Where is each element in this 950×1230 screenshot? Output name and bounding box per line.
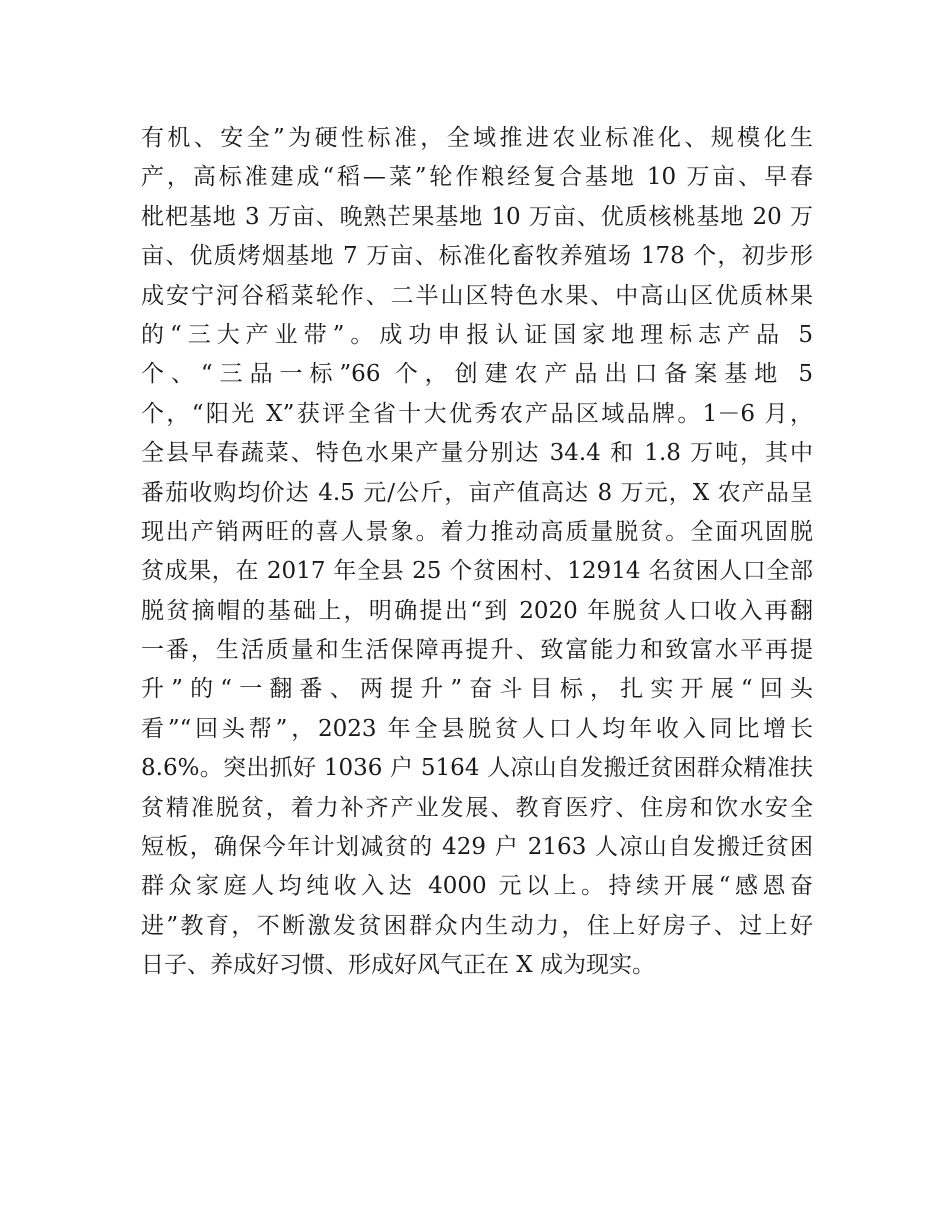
- text-line: 成安宁河谷稻菜轮作、二半山区特色水果、中高山区优质林果: [141, 282, 813, 309]
- text-line: 升”的“一翻番、两提升”奋斗目标，扎实开展“回头: [141, 676, 813, 703]
- text-line: 枇杷基地 3 万亩、晚熟芒果基地 10 万亩、优质核桃基地 20 万: [141, 203, 813, 230]
- text-line: 番茄收购均价达 4.5 元/公斤，亩产值高达 8 万元，X 农产品呈: [141, 479, 813, 506]
- text-line: 全县早春蔬菜、特色水果产量分别达 34.4 和 1.8 万吨，其中: [141, 440, 813, 467]
- text-line: 个、“三品一标”66 个，创建农产品出口备案基地 5: [141, 361, 813, 388]
- text-line: 进”教育，不断激发贫困群众内生动力，住上好房子、过上好: [141, 912, 813, 939]
- text-line: 的“三大产业带”。成功申报认证国家地理标志产品 5: [141, 321, 813, 348]
- text-line: 有机、安全”为硬性标准，全域推进农业标准化、规模化生: [141, 125, 813, 151]
- text-line: 脱贫摘帽的基础上，明确提出“到 2020 年脱贫人口收入再翻: [141, 597, 813, 624]
- text-line: 群众家庭人均纯收入达 4000 元以上。持续开展“感恩奋: [141, 873, 813, 900]
- text-line: 亩、优质烤烟基地 7 万亩、标准化畜牧养殖场 178 个，初步形: [141, 243, 813, 270]
- text-line: 贫成果，在 2017 年全县 25 个贫困村、12914 名贫困人口全部: [141, 558, 813, 585]
- text-line: 现出产销两旺的喜人景象。着力推动高质量脱贫。全面巩固脱: [141, 518, 813, 545]
- text-line: 短板，确保今年计划减贫的 429 户 2163 人凉山自发搬迁贫困: [141, 834, 813, 861]
- text-line: 个，“阳光 X”获评全省十大优秀农产品区域品牌。1－6 月，: [141, 400, 813, 427]
- text-line: 8.6%。突出抓好 1036 户 5164 人凉山自发搬迁贫困群众精准扶: [141, 755, 813, 782]
- text-line: 一番，生活质量和生活保障再提升、致富能力和致富水平再提: [141, 637, 813, 664]
- text-line: 贫精准脱贫，着力补齐产业发展、教育医疗、住房和饮水安全: [141, 794, 813, 821]
- text-line: 看”“回头帮”，2023 年全县脱贫人口人均年收入同比增长: [141, 715, 813, 742]
- text-line-last: 日子、养成好习惯、形成好风气正在 X 成为现实。: [141, 952, 655, 979]
- body-text: [141, 119, 813, 986]
- text-line: 产，高标准建成“稻—菜”轮作粮经复合基地 10 万亩、早春: [141, 164, 813, 191]
